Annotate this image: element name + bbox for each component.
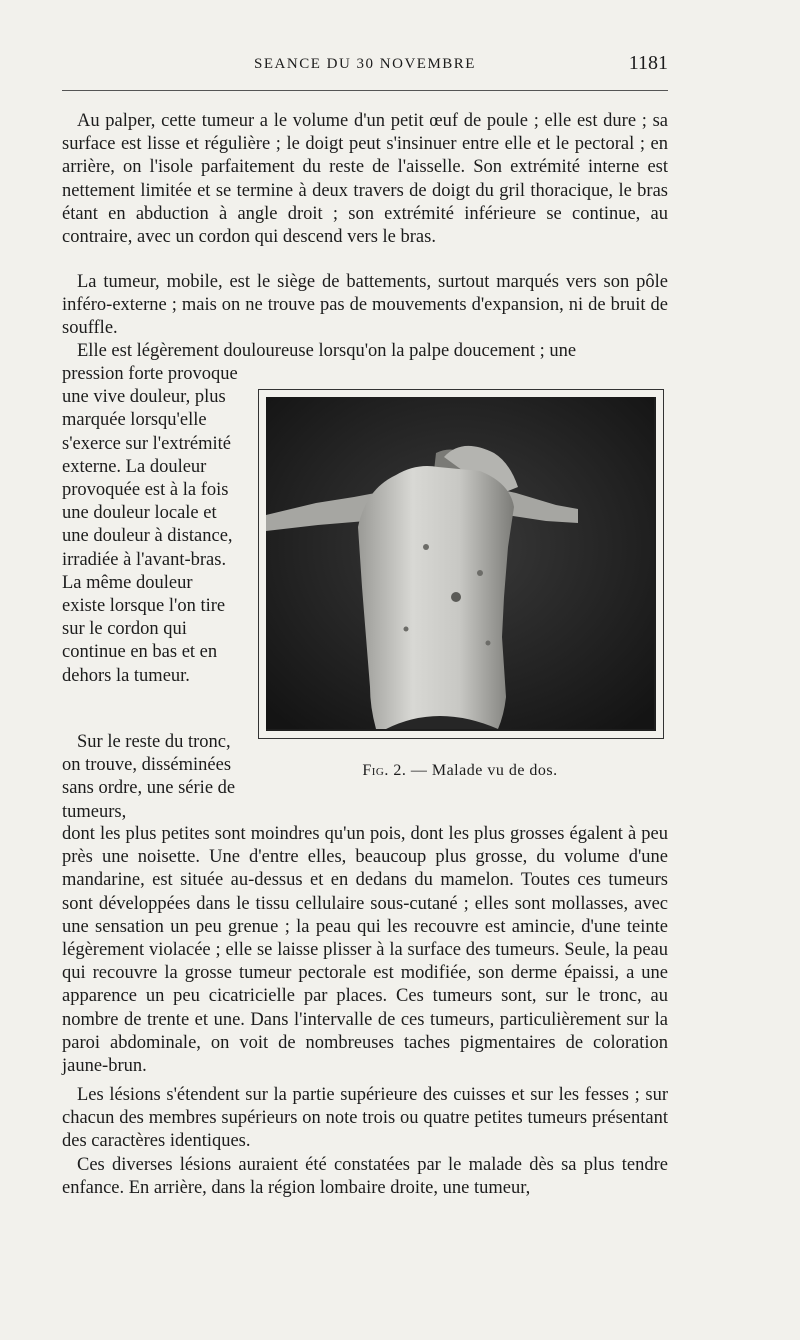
paragraph-4-rest: dont les plus petites sont moindres qu'un pois, dont les plus grosses égalent à peu près une noisette. Une d'entre elles, beaucoup plus grosse, du volume d'une mandarine, est située au-dessus et en dedans du mamelon. Toutes ces tumeurs sont développées dans le tissu cellulaire sous-cutané ; elles sont mollasses, avec une sensation un peu grenue ; la peau qui les recouvre est amincie, d'une teinte légèrement violacée ; elle se laisse plisser à la surface des tumeurs. Seule, la peau qui recouvre la grosse tumeur pectorale est modifiée, son derme épaissi, a une apparence un peu cicatricielle par places. Ces tumeurs sont, sur le tronc, au nombre de trente et une. Dans l'intervalle de ces tumeurs, particulièrement sur la paroi abdominale, on voit de nombreuses taches pigmentaires de coloration jaune-brun.	[62, 824, 668, 1077]
figure-label: Fig. 2.	[362, 762, 407, 779]
figure-caption-text: — Malade vu de dos.	[406, 762, 558, 779]
figure-frame	[258, 389, 664, 739]
paragraph-3-wrap: pression forte provoque une vive douleur, plus marquée lorsqu'elle s'exerce sur l'extrémité externe. La douleur provoquée est à la fois une douleur locale et une douleur à distance, irradiée à l'avant-bras. La même douleur existe lorsque l'on tire sur le cordon qui continue en bas et en dehors la tumeur.	[62, 364, 238, 686]
paragraph-4-wrap: Sur le reste du tronc, on trouve, disséminées sans ordre, une série de tumeurs,	[62, 732, 236, 822]
paragraph-3-top: Elle est légèrement douloureuse lorsqu'on la palpe doucement ; une	[77, 341, 577, 361]
paragraph-2: La tumeur, mobile, est le siège de battements, surtout marqués vers son pôle inféro-externe ; mais on ne trouve pas de mouvements d'expansion, ni de bruit de souffle.	[62, 272, 668, 339]
figure-photograph	[266, 397, 656, 731]
paragraph-5: Les lésions s'étendent sur la partie supérieure des cuisses et sur les fesses ; sur chacun des membres supérieurs on note trois ou quatre petites tumeurs présentant des caractères identiques.	[62, 1085, 668, 1152]
running-title: SEANCE DU 30 NOVEMBRE	[254, 56, 476, 72]
header-rule	[62, 90, 668, 91]
running-header	[62, 50, 668, 80]
paragraph-6: Ces diverses lésions auraient été constatées par le malade dès sa plus tendre enfance. En arrière, dans la région lombaire droite, une tumeur,	[62, 1155, 668, 1199]
figure-caption	[258, 762, 662, 780]
paragraph-1: Au palper, cette tumeur a le volume d'un petit œuf de poule ; elle est dure ; sa surface est lisse et régulière ; le doigt peut s'insinuer entre elle et le pectoral ; en arrière, on l'isole parfaitement du reste de l'aisselle. Son extrémité interne est nettement limitée et se termine à deux travers de doigt du gril thoracique, le bras étant en abduction à angle droit ; son extrémité inférieure se continue, au contraire, avec un cordon qui descend vers le bras.	[62, 111, 668, 248]
patient-back-photo	[266, 397, 654, 729]
page-number: 1181	[628, 52, 668, 74]
